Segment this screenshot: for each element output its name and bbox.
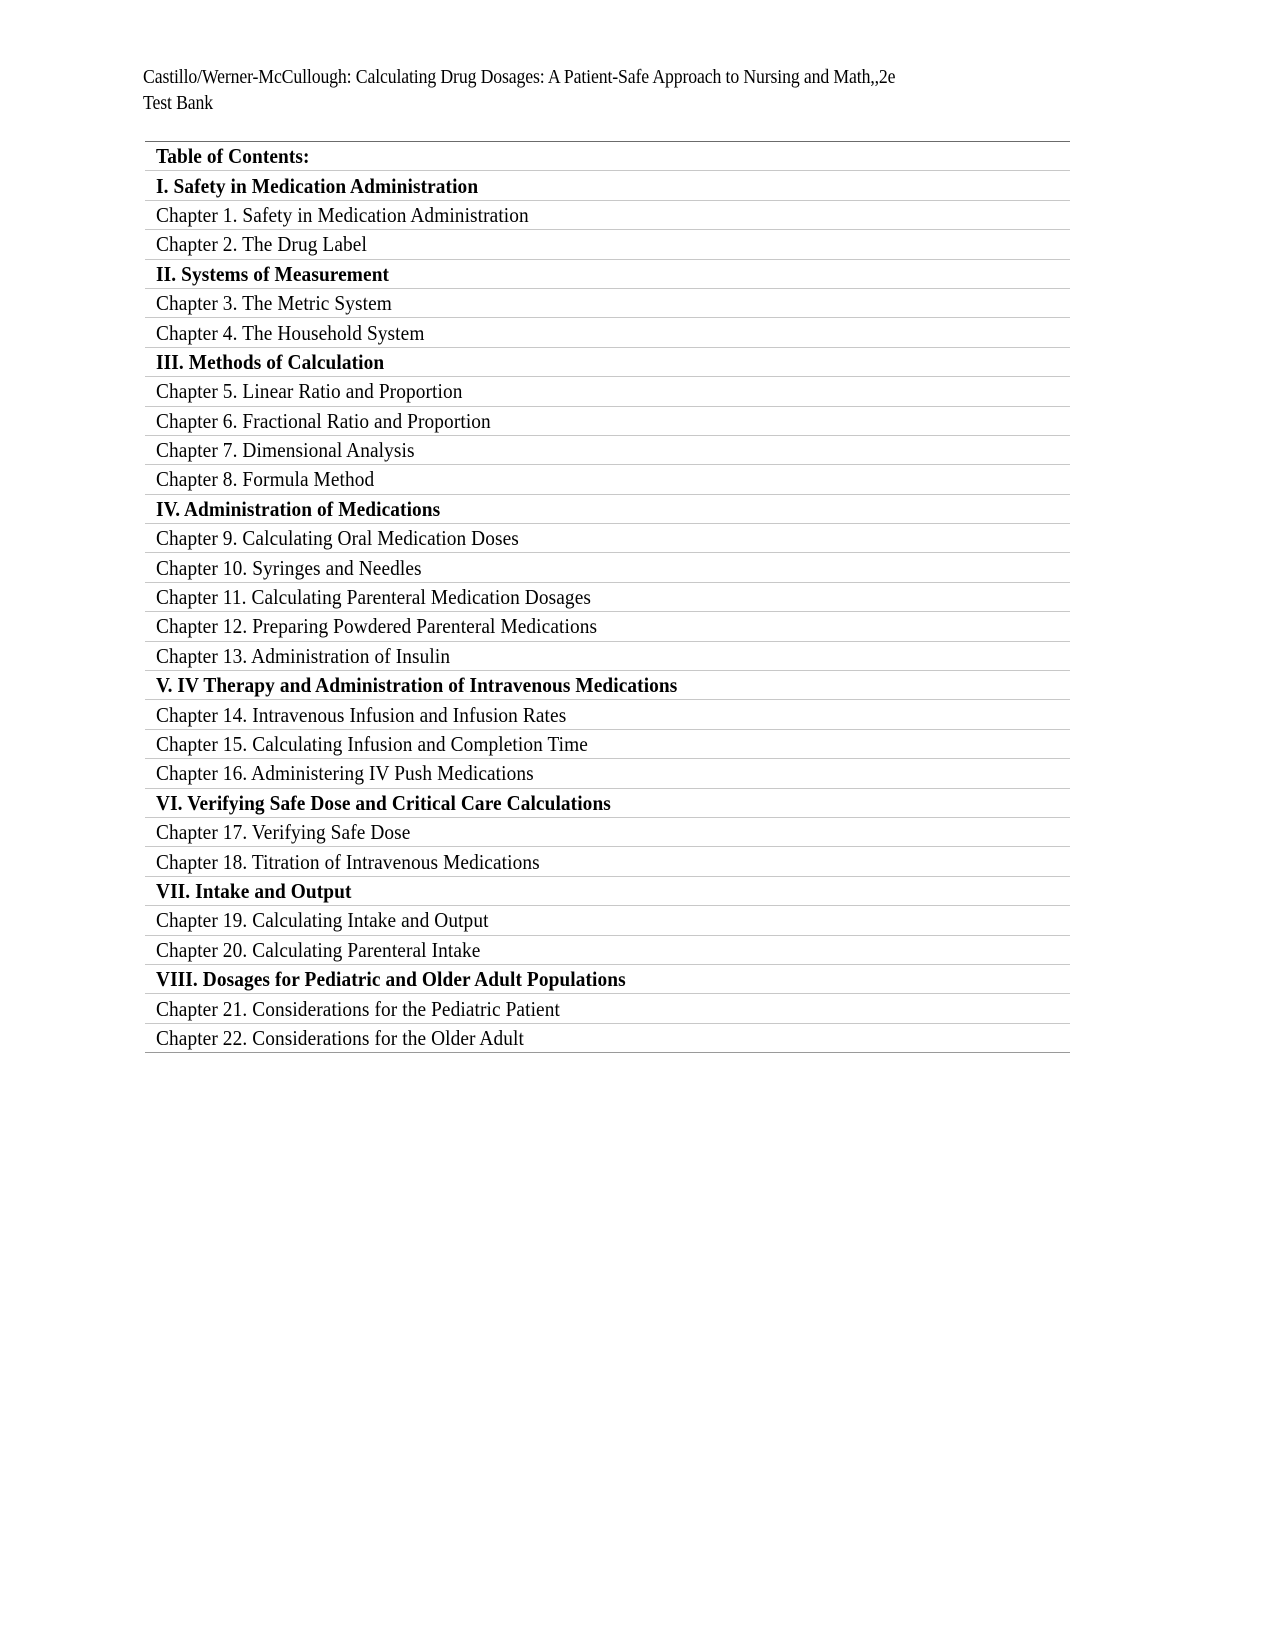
table-of-contents: [145, 141, 1070, 1053]
toc-cell: [145, 171, 1070, 200]
toc-part-label: I. Safety in Medication Administration: [156, 173, 479, 198]
toc-title-row: [145, 142, 1070, 171]
toc-chapter-row: [145, 729, 1070, 758]
toc-chapter-row: [145, 230, 1070, 259]
toc-chapter-row: [145, 935, 1070, 964]
toc-cell: [145, 1023, 1070, 1052]
toc-part-row: [145, 876, 1070, 905]
toc-chapter-label: Chapter 5. Linear Ratio and Proportion: [156, 379, 463, 404]
toc-cell: [145, 494, 1070, 523]
toc-part-label: VIII. Dosages for Pediatric and Older Adult Populations: [156, 967, 626, 992]
toc-chapter-row: [145, 288, 1070, 317]
toc-chapter-row: [145, 759, 1070, 788]
toc-part-row: [145, 259, 1070, 288]
toc-cell: [145, 288, 1070, 317]
toc-cell: [145, 524, 1070, 553]
toc-chapter-row: [145, 612, 1070, 641]
toc-chapter-label: Chapter 6. Fractional Ratio and Proportion: [156, 408, 491, 433]
toc-part-row: [145, 494, 1070, 523]
toc-cell: [145, 994, 1070, 1023]
toc-cell: [145, 582, 1070, 611]
toc-chapter-row: [145, 817, 1070, 846]
toc-part-label: IV. Administration of Medications: [156, 496, 441, 521]
toc-chapter-label: Chapter 19. Calculating Intake and Output: [156, 908, 489, 933]
toc-part-row: [145, 964, 1070, 993]
toc-part-label: VII. Intake and Output: [156, 878, 352, 903]
toc-chapter-label: Chapter 14. Intravenous Infusion and Infusion Rates: [156, 702, 567, 727]
toc-chapter-row: [145, 553, 1070, 582]
toc-chapter-label: Chapter 1. Safety in Medication Administration: [156, 202, 529, 227]
toc-cell: [145, 318, 1070, 347]
toc-part-row: [145, 671, 1070, 700]
toc-cell: [145, 906, 1070, 935]
toc-cell: [145, 142, 1070, 171]
toc-chapter-label: Chapter 17. Verifying Safe Dose: [156, 820, 411, 845]
toc-chapter-row: [145, 465, 1070, 494]
toc-chapter-row: [145, 906, 1070, 935]
toc-cell: [145, 200, 1070, 229]
running-header-line-1: Castillo/Werner-McCullough: Calculating Drug Dosages: A Patient-Safe Approach to Nursing and Math,,2e: [143, 66, 896, 88]
toc-chapter-label: Chapter 13. Administration of Insulin: [156, 643, 451, 668]
toc-cell: [145, 964, 1070, 993]
running-header: [143, 64, 965, 116]
toc-cell: [145, 612, 1070, 641]
toc-chapter-row: [145, 1023, 1070, 1052]
toc-cell: [145, 230, 1070, 259]
toc-chapter-label: Chapter 7. Dimensional Analysis: [156, 438, 415, 463]
toc-chapter-label: Chapter 2. The Drug Label: [156, 232, 367, 257]
running-header-line-2: Test Bank: [143, 92, 213, 114]
toc-part-row: [145, 171, 1070, 200]
toc-chapter-label: Chapter 10. Syringes and Needles: [156, 555, 422, 580]
toc-part-row: [145, 347, 1070, 376]
toc-cell: [145, 671, 1070, 700]
toc-cell: [145, 847, 1070, 876]
toc-chapter-row: [145, 200, 1070, 229]
toc-chapter-row: [145, 847, 1070, 876]
toc-heading-label: Table of Contents:: [156, 144, 310, 169]
toc-cell: [145, 641, 1070, 670]
toc-chapter-label: Chapter 12. Preparing Powdered Parenteral Medications: [156, 614, 598, 639]
toc-chapter-label: Chapter 8. Formula Method: [156, 467, 375, 492]
toc-body: [145, 142, 1070, 1053]
toc-chapter-row: [145, 406, 1070, 435]
toc-cell: [145, 465, 1070, 494]
toc-cell: [145, 817, 1070, 846]
toc-cell: [145, 347, 1070, 376]
toc-part-row: [145, 788, 1070, 817]
toc-cell: [145, 729, 1070, 758]
toc-chapter-label: Chapter 21. Considerations for the Pediatric Patient: [156, 996, 560, 1021]
toc-chapter-label: Chapter 11. Calculating Parenteral Medication Dosages: [156, 585, 591, 610]
toc-part-label: VI. Verifying Safe Dose and Critical Care Calculations: [156, 790, 611, 815]
toc-chapter-label: Chapter 4. The Household System: [156, 320, 425, 345]
toc-cell: [145, 553, 1070, 582]
toc-chapter-label: Chapter 15. Calculating Infusion and Completion Time: [156, 732, 588, 756]
toc-cell: [145, 876, 1070, 905]
toc-cell: [145, 259, 1070, 288]
toc-part-label: V. IV Therapy and Administration of Intravenous Medications: [156, 673, 678, 698]
toc-cell: [145, 435, 1070, 464]
toc-chapter-label: Chapter 16. Administering IV Push Medications: [156, 761, 534, 786]
toc-cell: [145, 700, 1070, 729]
toc-cell: [145, 406, 1070, 435]
toc-chapter-row: [145, 524, 1070, 553]
toc-chapter-label: Chapter 3. The Metric System: [156, 291, 392, 316]
toc-chapter-row: [145, 435, 1070, 464]
toc-chapter-label: Chapter 20. Calculating Parenteral Intake: [156, 937, 481, 962]
toc-part-label: II. Systems of Measurement: [156, 261, 390, 286]
toc-chapter-row: [145, 318, 1070, 347]
toc-chapter-label: Chapter 9. Calculating Oral Medication Doses: [156, 526, 519, 551]
toc-chapter-row: [145, 582, 1070, 611]
toc-cell: [145, 377, 1070, 406]
toc-chapter-label: Chapter 18. Titration of Intravenous Medications: [156, 849, 540, 874]
toc-part-label: III. Methods of Calculation: [156, 349, 385, 374]
toc-chapter-label: Chapter 22. Considerations for the Older Adult: [156, 1025, 524, 1050]
toc-cell: [145, 788, 1070, 817]
toc-chapter-row: [145, 377, 1070, 406]
toc-chapter-row: [145, 641, 1070, 670]
toc-cell: [145, 935, 1070, 964]
toc-chapter-row: [145, 700, 1070, 729]
toc-chapter-row: [145, 994, 1070, 1023]
toc-cell: [145, 759, 1070, 788]
